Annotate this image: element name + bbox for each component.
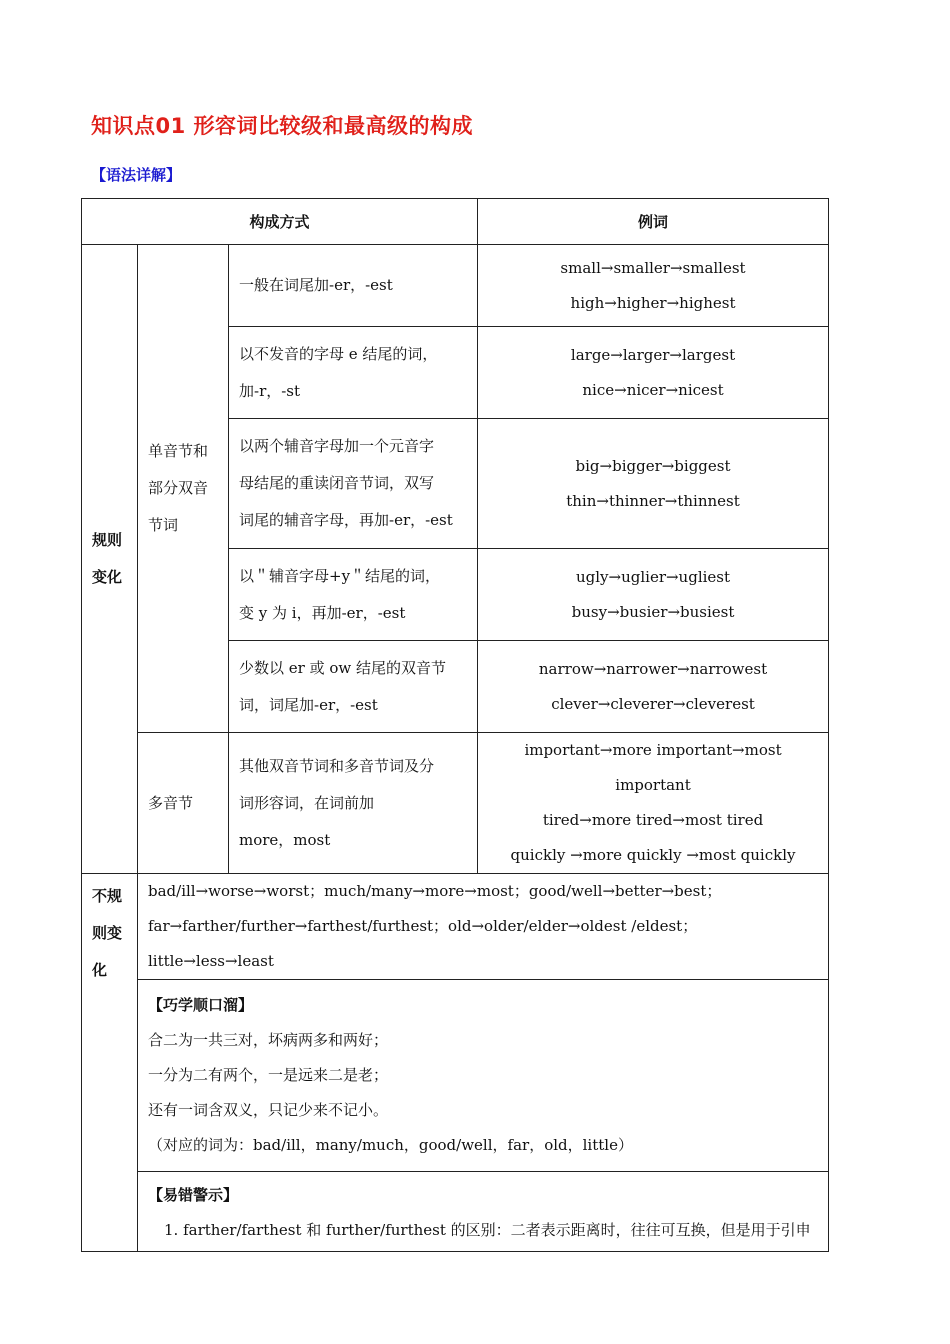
example-cell: big→bigger→biggest thin→thinner→thinnest: [478, 419, 829, 549]
example-cell: narrow→narrower→narrowest clever→cleverer→cleverest: [478, 641, 829, 733]
section-tag: 【语法详解】: [91, 166, 182, 184]
table-row: [82, 733, 829, 874]
warning-title: 【易错警示】: [148, 1186, 239, 1204]
regular-label: 规则 变化: [82, 245, 138, 874]
grammar-table: [81, 198, 829, 1252]
rule-cell: 其他双音节词和多音节词及分 词形容词，在词前加 more，most: [229, 733, 478, 874]
warning-box: 【易错警示】 1. farther/farthest 和 further/furthest 的区别：二者表示距离时，往往可互换，但是用于引申: [138, 1172, 829, 1252]
rhyme-box: 【巧学顺口溜】 合二为一共三对，坏病两多和两好； 一分为二有两个，一是远来二是老； 还有一词含双义，只记少来不记小。 （对应的词为：bad/ill，many/much，good/well，far，old，little）: [138, 980, 829, 1172]
header-method: 构成方式: [82, 199, 478, 245]
rule-cell: 以两个辅音字母加一个元音字 母结尾的重读闭音节词，双写 词尾的辅音字母，再加-er，-est: [229, 419, 478, 549]
table-row: [82, 1172, 829, 1252]
rule-cell: 以＂辅音字母+y＂结尾的词， 变 y 为 i，再加-er，-est: [229, 549, 478, 641]
rule-cell: 一般在词尾加-er，-est: [229, 245, 478, 327]
mono-label: 单音节和 部分双音 节词: [138, 245, 229, 733]
example-cell: large→larger→largest nice→nicer→nicest: [478, 327, 829, 419]
header-examples: 例词: [478, 199, 829, 245]
example-cell: small→smaller→smallest high→higher→highest: [478, 245, 829, 327]
rhyme-title: 【巧学顺口溜】: [148, 996, 254, 1014]
table-row: [82, 245, 829, 327]
irregular-forms: bad/ill→worse→worst；much/many→more→most；good/well→better→best； far→farther/further→farthest/furthest；old→older/elder→oldest /eldest；little→less→least: [138, 874, 829, 980]
poly-label: 多音节: [138, 733, 229, 874]
rule-cell: 少数以 er 或 ow 结尾的双音节 词，词尾加-er，-est: [229, 641, 478, 733]
table-row: [82, 980, 829, 1172]
table-header-row: [82, 199, 829, 245]
example-cell: ugly→uglier→ugliest busy→busier→busiest: [478, 549, 829, 641]
example-cell: important→more important→most important tired→more tired→most tired quickly →more quickly →most quickly: [478, 733, 829, 874]
page-title: 知识点01 形容词比较级和最高级的构成: [91, 114, 474, 138]
rule-cell: 以不发音的字母 e 结尾的词， 加-r，-st: [229, 327, 478, 419]
table-row: [82, 874, 829, 980]
irregular-label: 不规 则变 化: [82, 874, 138, 1252]
